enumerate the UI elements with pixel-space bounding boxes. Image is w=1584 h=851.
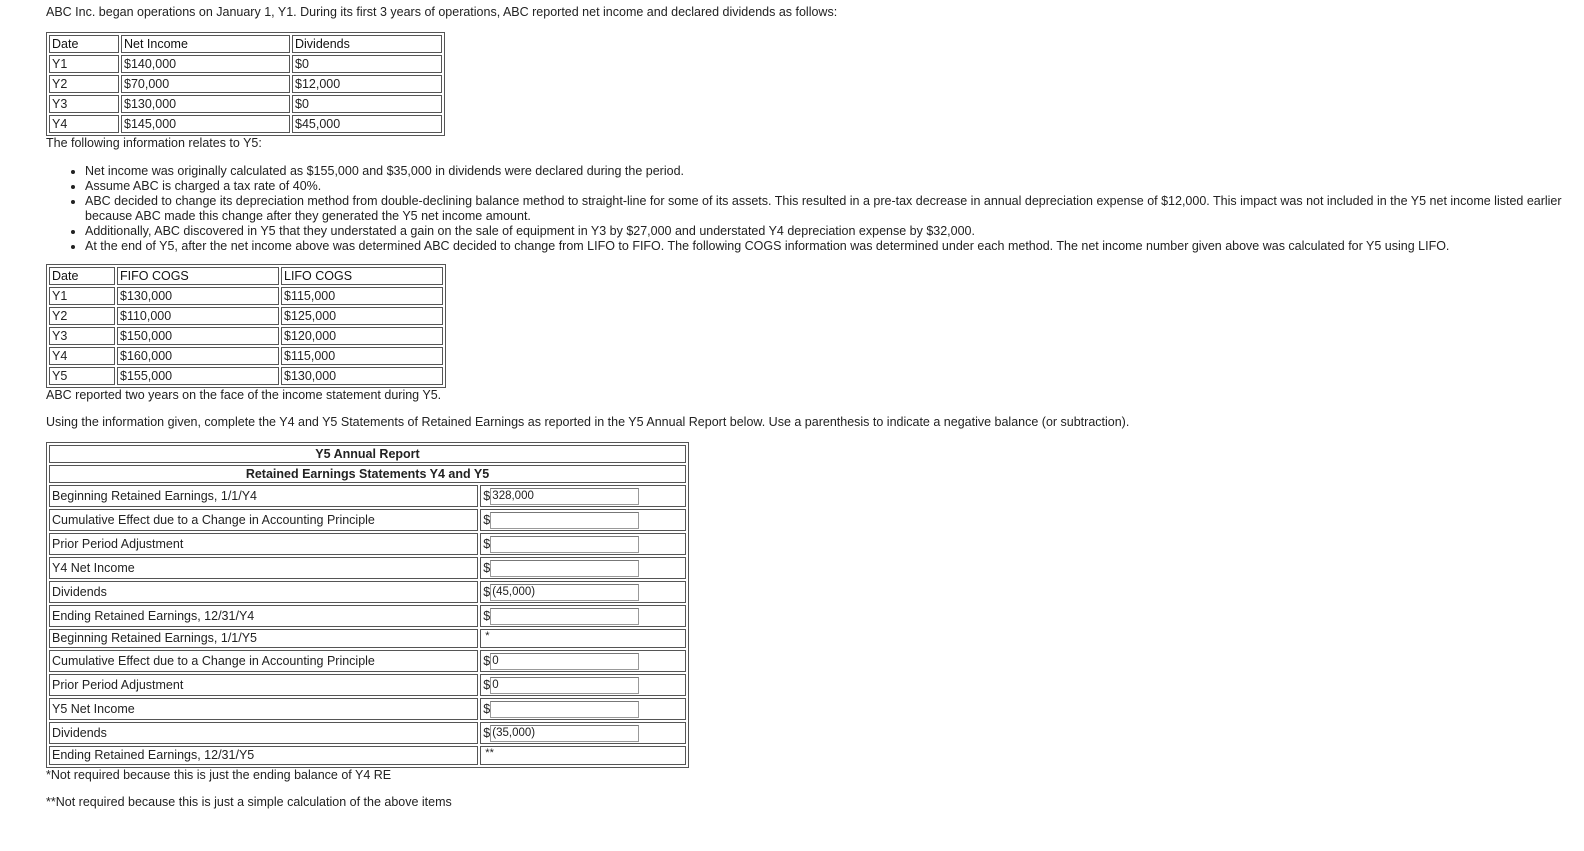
row-label: Beginning Retained Earnings, 1/1/Y5 — [49, 629, 478, 648]
instructions-text: Using the information given, complete the Y4 and Y5 Statements of Retained Earnings as reported in the Y5 Annual Report below. Use a parenthesis to indicate a negative balance (or subtraction). — [46, 415, 1130, 429]
report-title-row — [49, 445, 686, 463]
cell-date: Y4 — [49, 115, 119, 133]
dividends-y4-input[interactable]: (45,000) — [490, 584, 639, 601]
list-item: • Net income was originally calculated as $155,000 and $35,000 in dividends were declared during the period. — [85, 164, 1576, 179]
cumulative-effect-y5-input[interactable]: 0 — [490, 653, 639, 670]
row-label: Dividends — [49, 581, 478, 603]
cell-date: Y2 — [49, 75, 119, 93]
cell-dividends: $0 — [292, 95, 442, 113]
table-row — [49, 307, 443, 325]
beginning-re-y4-input[interactable]: 328,000 — [490, 488, 639, 505]
cell-date: Y1 — [49, 55, 119, 73]
footnote-2: **Not required because this is just a simple calculation of the above items — [46, 795, 452, 809]
table-row — [49, 75, 442, 93]
dollar-sign: $ — [483, 585, 491, 599]
table-row — [49, 722, 686, 744]
report-subtitle-row — [49, 465, 686, 483]
table-row — [49, 287, 443, 305]
row-value-cell — [480, 557, 686, 579]
page-content — [46, 5, 1576, 810]
report-subtitle: Retained Earnings Statements Y4 and Y5 — [49, 465, 686, 483]
header-date: Date — [49, 35, 119, 53]
income-table — [46, 32, 445, 136]
cell-net-income: $140,000 — [121, 55, 290, 73]
dividends-y5-input[interactable]: (35,000) — [490, 725, 639, 742]
y5-net-income-input[interactable] — [490, 701, 639, 718]
cell-date: Y5 — [49, 367, 115, 385]
cell-date: Y2 — [49, 307, 115, 325]
table-row — [49, 533, 686, 555]
row-label: Y4 Net Income — [49, 557, 478, 579]
dollar-sign: $ — [483, 489, 491, 503]
row-value-cell — [480, 629, 686, 648]
cell-lifo-cogs: $120,000 — [281, 327, 443, 345]
dollar-sign: $ — [483, 678, 491, 692]
cogs-table — [46, 264, 446, 388]
cell-fifo-cogs: $150,000 — [117, 327, 279, 345]
table-row — [49, 698, 686, 720]
row-label: Dividends — [49, 722, 478, 744]
cell-net-income: $130,000 — [121, 95, 290, 113]
row-value-cell — [480, 746, 686, 765]
row-value-cell — [480, 485, 686, 507]
row-value-cell — [480, 722, 686, 744]
ending-re-y4-input[interactable] — [490, 608, 639, 625]
cell-date: Y4 — [49, 347, 115, 365]
list-item: • ABC decided to change its depreciation method from double-declining balance method to straight-line for some of its assets. This resulted in a pre-tax decrease in annual depreciation expense of $12,000. This impact was not included in the Y5 net income listed earlier because ABC made this change after they generated the Y5 net income amount. — [85, 194, 1576, 224]
footnote-marker: * — [485, 630, 490, 642]
row-value-cell — [480, 698, 686, 720]
footnote-marker: ** — [485, 747, 494, 759]
cell-fifo-cogs: $155,000 — [117, 367, 279, 385]
row-label: Cumulative Effect due to a Change in Accounting Principle — [49, 509, 478, 531]
dollar-sign: $ — [483, 654, 491, 668]
list-item: • Additionally, ABC discovered in Y5 that they understated a gain on the sale of equipment in Y3 by $27,000 and understated Y4 depreciation expense by $32,000. — [85, 224, 1576, 239]
table-row — [49, 557, 686, 579]
footnote-1: *Not required because this is just the ending balance of Y4 RE — [46, 768, 392, 782]
list-item: • At the end of Y5, after the net income above was determined ABC decided to change from LIFO to FIFO. The following COGS information was determined under each method. The net income number given above was calculated for Y5 using LIFO. — [85, 239, 1576, 254]
dollar-sign: $ — [483, 726, 491, 740]
dollar-sign: $ — [483, 561, 491, 575]
dollar-sign: $ — [483, 609, 491, 623]
row-value-cell — [480, 605, 686, 627]
cell-dividends: $45,000 — [292, 115, 442, 133]
row-label: Ending Retained Earnings, 12/31/Y5 — [49, 746, 478, 765]
row-label: Prior Period Adjustment — [49, 533, 478, 555]
income-statement-note: ABC reported two years on the face of the income statement during Y5. — [46, 388, 442, 402]
table-row — [49, 746, 686, 765]
y4-net-income-input[interactable] — [490, 560, 639, 577]
header-fifo-cogs: FIFO COGS — [117, 267, 279, 285]
cell-fifo-cogs: $130,000 — [117, 287, 279, 305]
table-row — [49, 509, 686, 531]
header-net-income: Net Income — [121, 35, 290, 53]
table-row — [49, 650, 686, 672]
table-row — [49, 347, 443, 365]
table-row — [49, 115, 442, 133]
table-row — [49, 367, 443, 385]
cell-net-income: $70,000 — [121, 75, 290, 93]
table-header-row — [49, 35, 442, 53]
cell-date: Y3 — [49, 327, 115, 345]
y5-info-list — [46, 164, 1576, 254]
report-title: Y5 Annual Report — [49, 445, 686, 463]
table-row — [49, 674, 686, 696]
table-row — [49, 55, 442, 73]
cell-lifo-cogs: $130,000 — [281, 367, 443, 385]
y5-intro-text: The following information relates to Y5: — [46, 136, 262, 150]
cell-lifo-cogs: $125,000 — [281, 307, 443, 325]
cell-fifo-cogs: $160,000 — [117, 347, 279, 365]
intro-text: ABC Inc. began operations on January 1, Y1. During its first 3 years of operations, ABC reported net income and declared dividends as follows: — [46, 5, 838, 19]
row-value-cell — [480, 581, 686, 603]
table-row — [49, 95, 442, 113]
dollar-sign: $ — [483, 537, 491, 551]
cell-fifo-cogs: $110,000 — [117, 307, 279, 325]
row-value-cell — [480, 650, 686, 672]
table-header-row — [49, 267, 443, 285]
list-item: • Assume ABC is charged a tax rate of 40%. — [85, 179, 1576, 194]
header-date: Date — [49, 267, 115, 285]
cumulative-effect-y4-input[interactable] — [490, 512, 639, 529]
retained-earnings-table — [46, 442, 689, 768]
dollar-sign: $ — [483, 513, 491, 527]
cell-lifo-cogs: $115,000 — [281, 347, 443, 365]
row-label: Ending Retained Earnings, 12/31/Y4 — [49, 605, 478, 627]
row-value-cell — [480, 674, 686, 696]
header-lifo-cogs: LIFO COGS — [281, 267, 443, 285]
table-row — [49, 629, 686, 648]
row-value-cell — [480, 509, 686, 531]
dollar-sign: $ — [483, 702, 491, 716]
row-value-cell — [480, 533, 686, 555]
cell-lifo-cogs: $115,000 — [281, 287, 443, 305]
cell-net-income: $145,000 — [121, 115, 290, 133]
table-row — [49, 327, 443, 345]
table-row — [49, 605, 686, 627]
prior-period-adjustment-y4-input[interactable] — [490, 536, 639, 553]
row-label: Y5 Net Income — [49, 698, 478, 720]
cell-dividends: $0 — [292, 55, 442, 73]
cell-date: Y1 — [49, 287, 115, 305]
table-row — [49, 485, 686, 507]
cell-date: Y3 — [49, 95, 119, 113]
cell-dividends: $12,000 — [292, 75, 442, 93]
row-label: Cumulative Effect due to a Change in Accounting Principle — [49, 650, 478, 672]
table-row — [49, 581, 686, 603]
row-label: Prior Period Adjustment — [49, 674, 478, 696]
header-dividends: Dividends — [292, 35, 442, 53]
row-label: Beginning Retained Earnings, 1/1/Y4 — [49, 485, 478, 507]
prior-period-adjustment-y5-input[interactable]: 0 — [490, 677, 639, 694]
